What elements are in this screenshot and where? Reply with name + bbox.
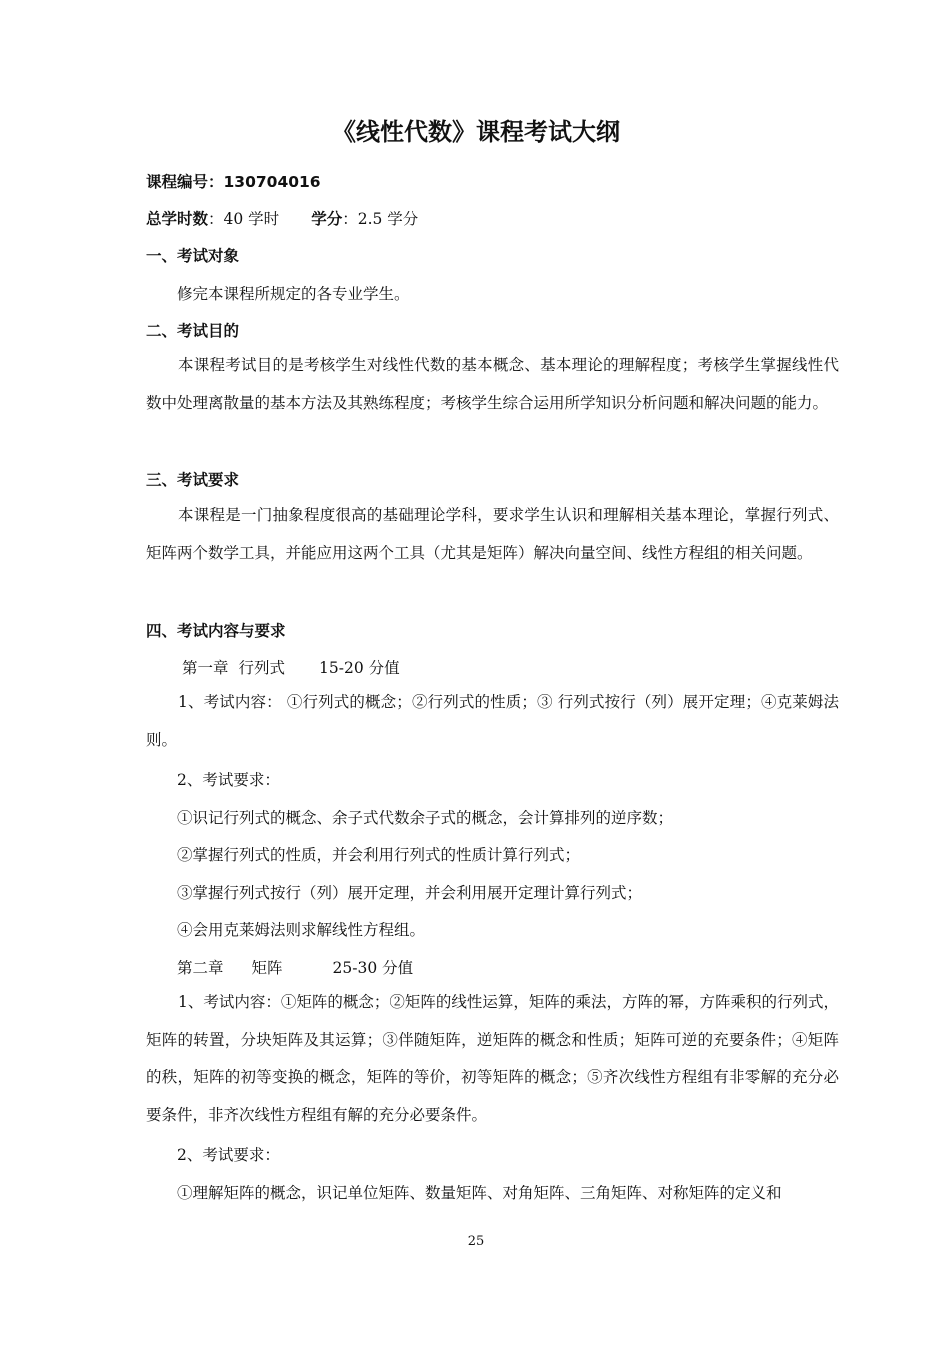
chapter1-content: 1、考试内容： ①行列式的概念；②行列式的性质；③ 行列式按行（列）展开定理；④克莱姆法则。 bbox=[146, 693, 839, 749]
chapter2-name: 矩阵 bbox=[251, 959, 283, 977]
chapter1-req-2: ②掌握行列式的性质，并会利用行列式的性质计算行列式； bbox=[177, 846, 581, 864]
section4-heading: 四、考试内容与要求 bbox=[146, 622, 286, 640]
chapter1-req-1: ①识记行列式的概念、余子式代数余子式的概念，会计算排列的逆序数； bbox=[177, 809, 674, 827]
chapter2-req-1: ①理解矩阵的概念，识记单位矩阵、数量矩阵、对角矩阵、三角矩阵、对称矩阵的定义和 bbox=[177, 1184, 782, 1202]
section3-heading: 三、考试要求 bbox=[146, 471, 240, 489]
credits-sep: ： bbox=[342, 210, 358, 228]
chapter1-req-heading: 2、考试要求： bbox=[177, 771, 280, 789]
section2-text: 本课程考试目的是考核学生对线性代数的基本概念、基本理论的理解程度；考核学生掌握线性代数中处理离散量的基本方法及其熟练程度；考核学生综合运用所学知识分析问题和解决问题的能力。 bbox=[146, 356, 839, 412]
course-code-label: 课程编号： bbox=[146, 173, 224, 191]
chapter2-title bbox=[177, 956, 413, 978]
hours-sep: ： bbox=[208, 210, 224, 228]
credits-label: 学分 bbox=[311, 210, 343, 228]
section3-text: 本课程是一门抽象程度很高的基础理论学科，要求学生认识和理解相关基本理论，掌握行列式、矩阵两个数学工具，并能应用这两个工具（尤其是矩阵）解决向量空间、线性方程组的相关问题。 bbox=[146, 506, 839, 562]
chapter1-number: 第一章 bbox=[182, 659, 229, 677]
chapter1-score: 15-20 分值 bbox=[319, 659, 400, 677]
chapter1-name: 行列式 bbox=[238, 659, 286, 677]
course-code-value: 130704016 bbox=[223, 173, 321, 191]
section2-heading: 二、考试目的 bbox=[146, 322, 240, 340]
page-title: 《线性代数》课程考试大纲 bbox=[332, 118, 620, 146]
chapter2-content: 1、考试内容：①矩阵的概念；②矩阵的线性运算，矩阵的乘法，方阵的幂，方阵乘积的行列式，矩阵的转置，分块矩阵及其运算；③伴随矩阵，逆矩阵的概念和性质；矩阵可逆的充要条件；④矩阵的秩，矩阵的初等变换的概念，矩阵的等价，初等矩阵的概念；⑤齐次线性方程组有非零解的充分必要条件，非齐次线性方程组有解的充分必要条件。 bbox=[146, 993, 839, 1124]
chapter1-title bbox=[182, 656, 400, 678]
page-number: 25 bbox=[467, 1234, 485, 1249]
section1-text: 修完本课程所规定的各专业学生。 bbox=[177, 285, 410, 303]
chapter2-number: 第二章 bbox=[177, 959, 224, 977]
section1-heading: 一、考试对象 bbox=[146, 247, 240, 265]
hours-value: 40 学时 bbox=[223, 210, 280, 228]
chapter1-req-3: ③掌握行列式按行（列）展开定理，并会利用展开定理计算行列式； bbox=[177, 884, 643, 902]
course-code-line bbox=[146, 170, 321, 192]
hours-label: 总学时数 bbox=[146, 210, 209, 228]
chapter2-score: 25-30 分值 bbox=[332, 959, 414, 977]
chapter1-req-4: ④会用克莱姆法则求解线性方程组。 bbox=[177, 921, 426, 939]
credits-value: 2.5 学分 bbox=[357, 210, 419, 228]
chapter2-req-heading: 2、考试要求： bbox=[177, 1146, 280, 1164]
hours-credits-line bbox=[146, 207, 418, 229]
